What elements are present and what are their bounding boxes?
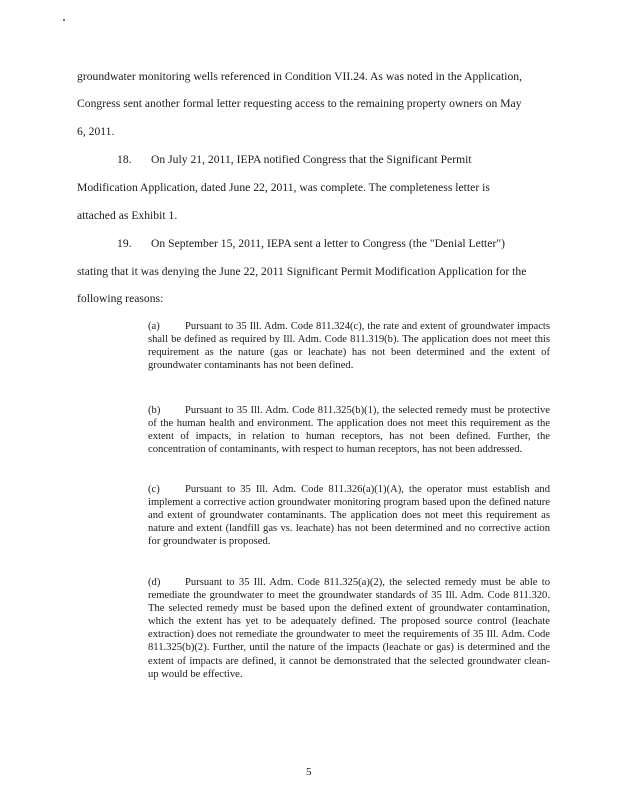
reason-a [148,320,550,372]
body-line: attached as Exhibit 1. [77,209,178,222]
body-line: 6, 2011. [77,125,115,138]
reason-c [148,483,550,548]
body-line: stating that it was denying the June 22, 2011 Significant Permit Modification Application for the [77,265,527,278]
body-line: Congress sent another formal letter requesting access to the remaining property owners on May [77,97,522,110]
reason-label: (d) [148,577,161,588]
scan-speck [63,19,65,21]
paragraph-18-first-line [117,153,472,167]
paragraph-text: On September 15, 2011, IEPA sent a letter to Congress (the "Denial Letter") [151,237,505,250]
reason-text: Pursuant to 35 Ill. Adm. Code 811.325(b)(1), the selected remedy must be protective of the human health and environment. The application does not meet this requirement as the extent of impacts, in relation to human receptors, has not been defined. Further, the concentration of contaminants, with respect to human receptors, has not been addressed. [148,405,550,456]
reason-text: Pursuant to 35 Ill. Adm. Code 811.326(a)(1)(A), the operator must establish and implement a corrective action groundwater monitoring program based upon the defined nature and extent of groundwater contaminants. The application does not meet this requirement as nature and extent (landfill gas vs. leachate) has not been determined and no corrective action for groundwater is proposed. [148,484,550,548]
reason-label: (c) [148,484,160,495]
paragraph-number: 19. [117,237,132,250]
reason-b [148,404,550,456]
body-line: Modification Application, dated June 22, 2011, was complete. The completeness letter is [77,181,490,194]
page-number: 5 [306,766,312,778]
paragraph-19-first-line [117,237,505,251]
paragraph-number: 18. [117,153,132,166]
reason-text: Pursuant to 35 Ill. Adm. Code 811.324(c), the rate and extent of groundwater impacts shall be defined as required by Ill. Adm. Code 811.319(b). The application does not meet this requirement as the nature (gas or leachate) has not been determined and the extent of groundwater contaminants has not been defined. [148,321,550,372]
reason-text: Pursuant to 35 Ill. Adm. Code 811.325(a)(2), the selected remedy must be able to remediate the groundwater to meet the groundwater standards of 35 Ill. Adm. Code 811.320. The selected remedy must be based upon the defined extent of groundwater contamination, which the extent has yet to be adequately defined. The proposed source control (leachate extraction) does not remediate the groundwater to meet the requirements of 35 Ill. Adm. Code 811.325(b)(2). Further, until the nature of the impacts (leachate or gas) is determined and the extent of impacts are defined, it cannot be demonstrated that the selected groundwater clean-up would be effective. [148,577,550,680]
reason-d [148,576,550,681]
body-line: groundwater monitoring wells referenced in Condition VII.24. As was noted in the Application, [77,70,523,83]
body-line: following reasons: [77,292,164,305]
paragraph-text: On July 21, 2011, IEPA notified Congress that the Significant Permit [151,153,472,166]
reason-label: (a) [148,321,160,332]
reason-label: (b) [148,405,161,416]
